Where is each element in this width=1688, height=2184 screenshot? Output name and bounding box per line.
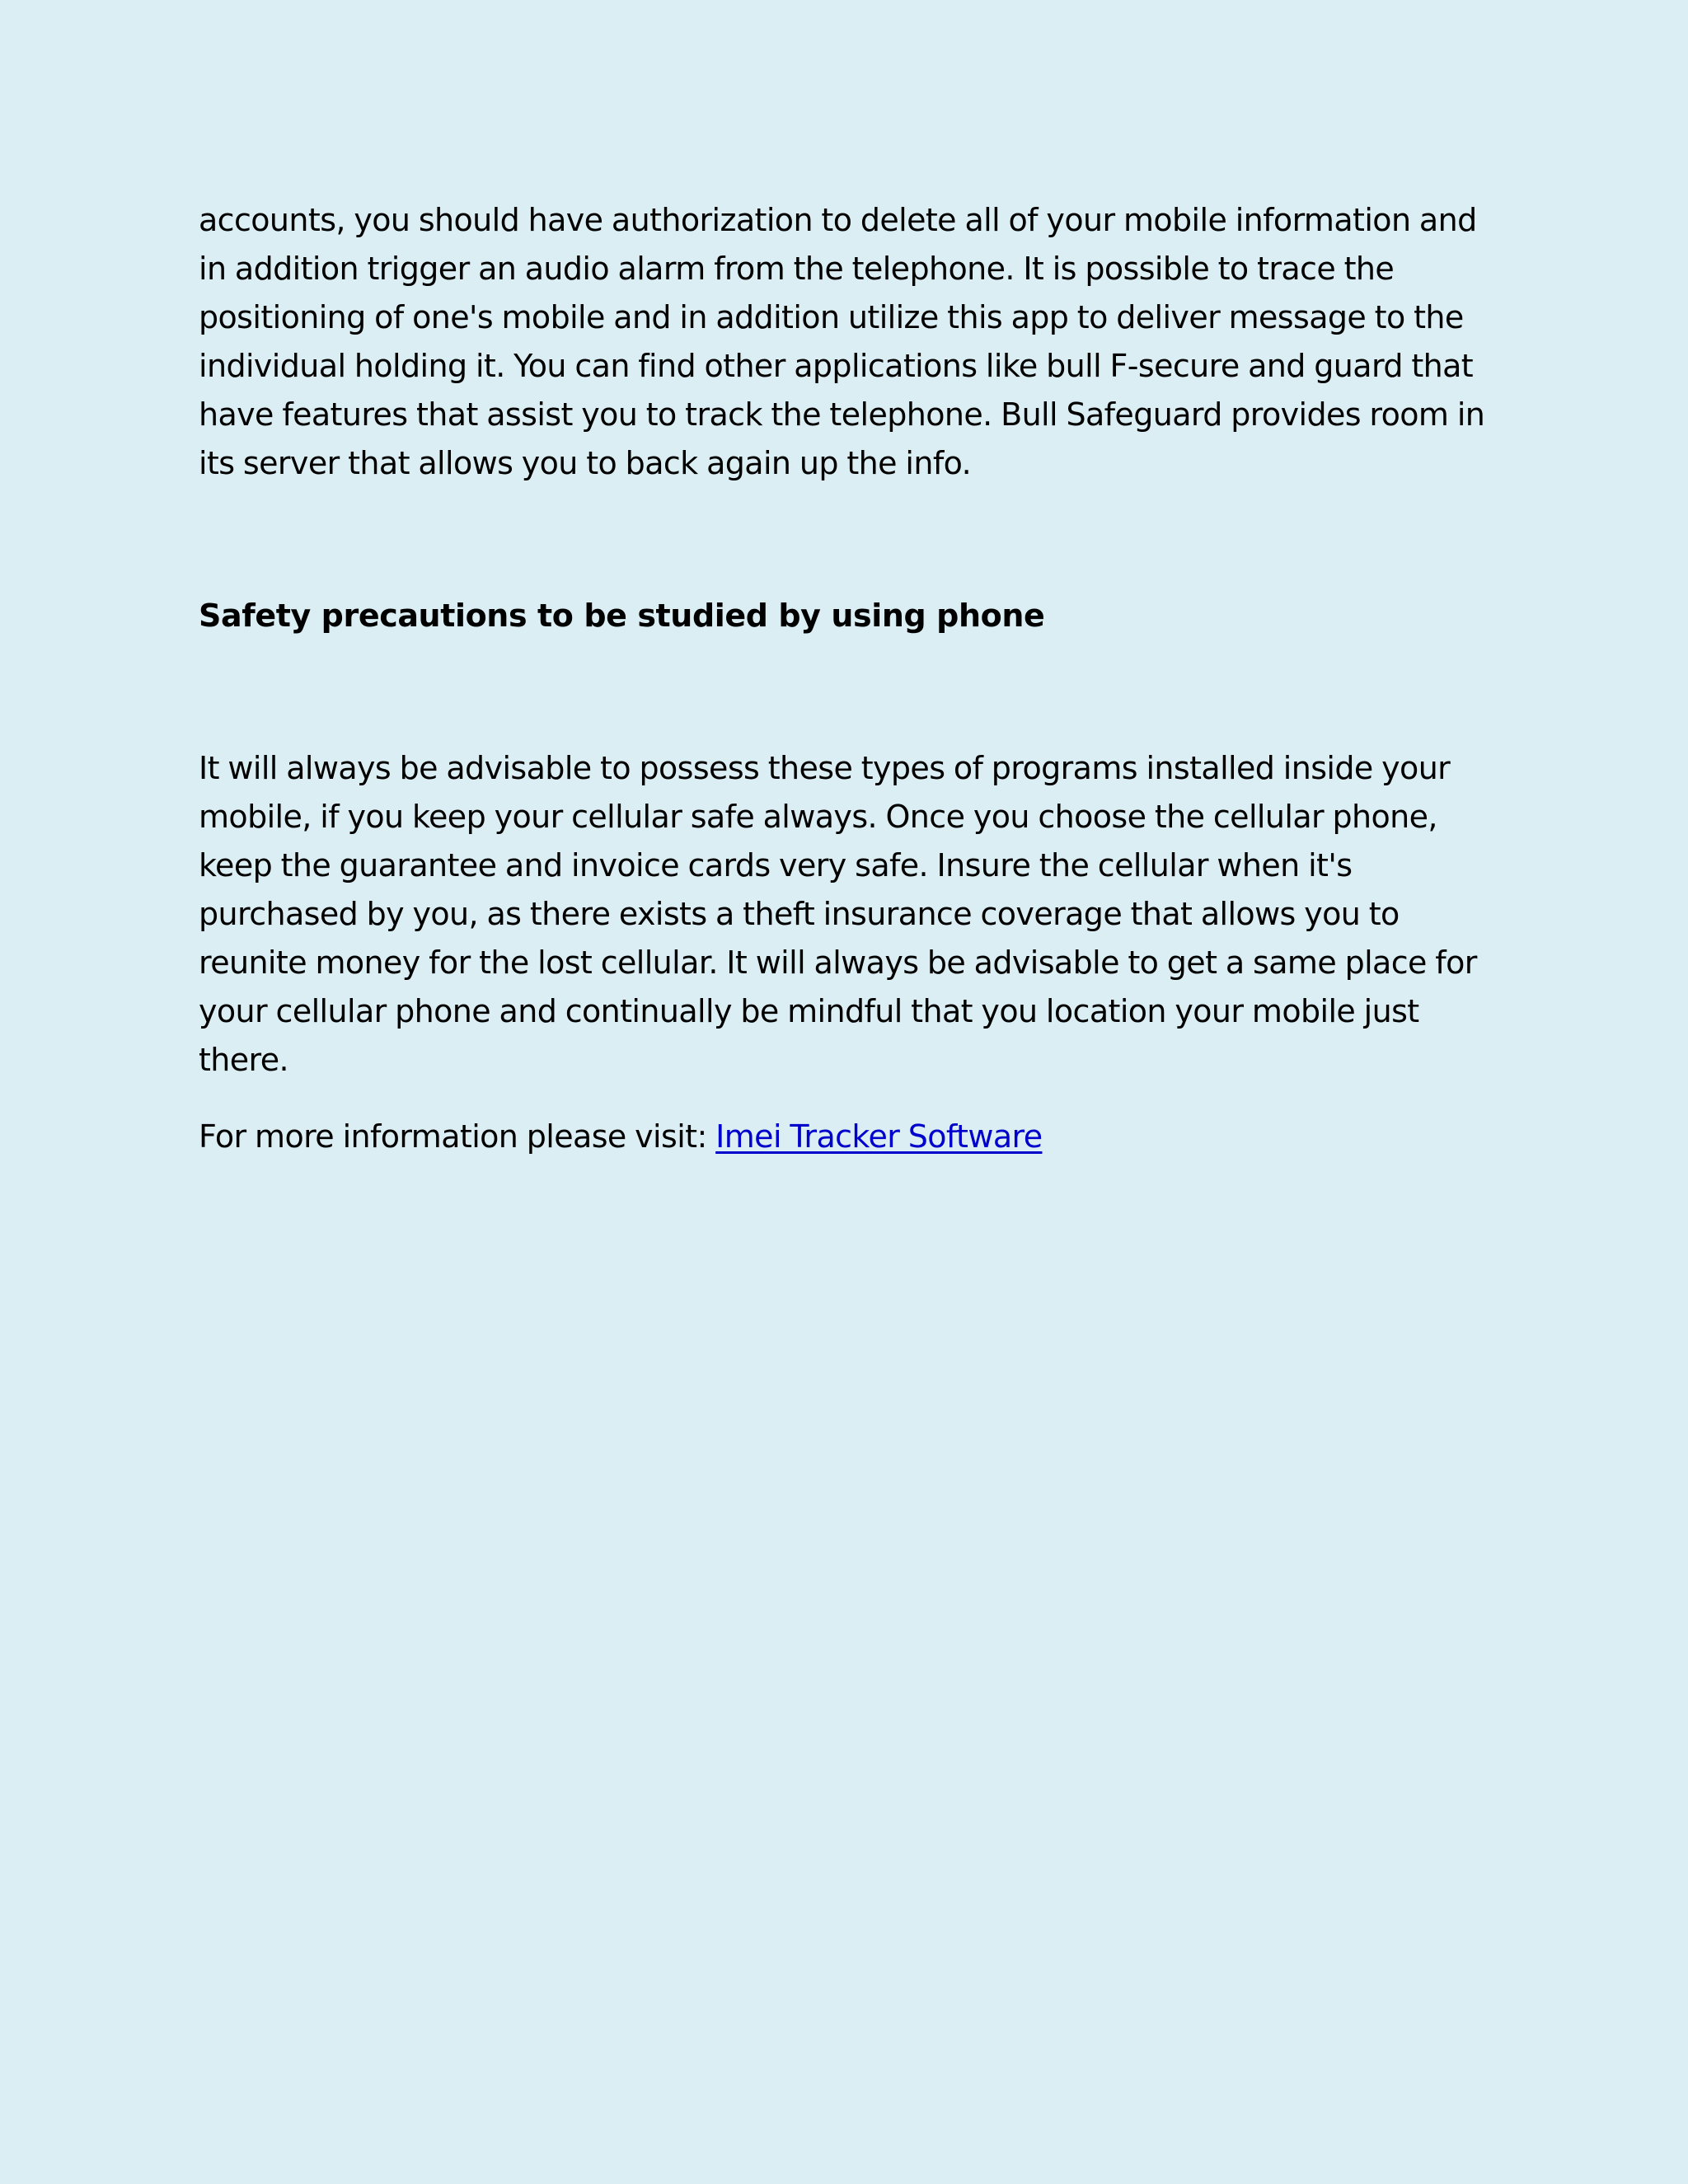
more-info-line	[199, 1113, 1493, 1161]
advice-paragraph: It will always be advisable to possess these types of programs installed inside your mobile, if you keep your cellular safe always. Once you choose the cellular phone, keep the guarantee and invoice cards very safe. Insure the cellular when it's purchased by you, as there exists a theft insurance coverage that allows you to reunite money for the lost cellular. It will always be advisable to get a same place for your cellular phone and continually be mindful that you location your mobile just there.	[199, 750, 1477, 1078]
section-heading: Safety precautions to be studied by using phone	[199, 598, 1045, 634]
more-info-label: For more information please visit:	[199, 1118, 716, 1155]
spacer	[199, 640, 1493, 744]
imei-tracker-link[interactable]: Imei Tracker Software	[715, 1118, 1043, 1155]
spacer	[199, 488, 1493, 592]
intro-paragraph: accounts, you should have authorization to delete all of your mobile information and in addition trigger an audio alarm from the telephone. It is possible to trace the positioning of one's mobile and in addition utilize this app to deliver message to the individual holding it. You can find other applications like bull F-secure and guard that have features that assist you to track the telephone. Bull Safeguard provides room in its server that allows you to back again up the info.	[199, 202, 1485, 481]
document-body	[199, 196, 1493, 1161]
spacer	[199, 1085, 1493, 1113]
